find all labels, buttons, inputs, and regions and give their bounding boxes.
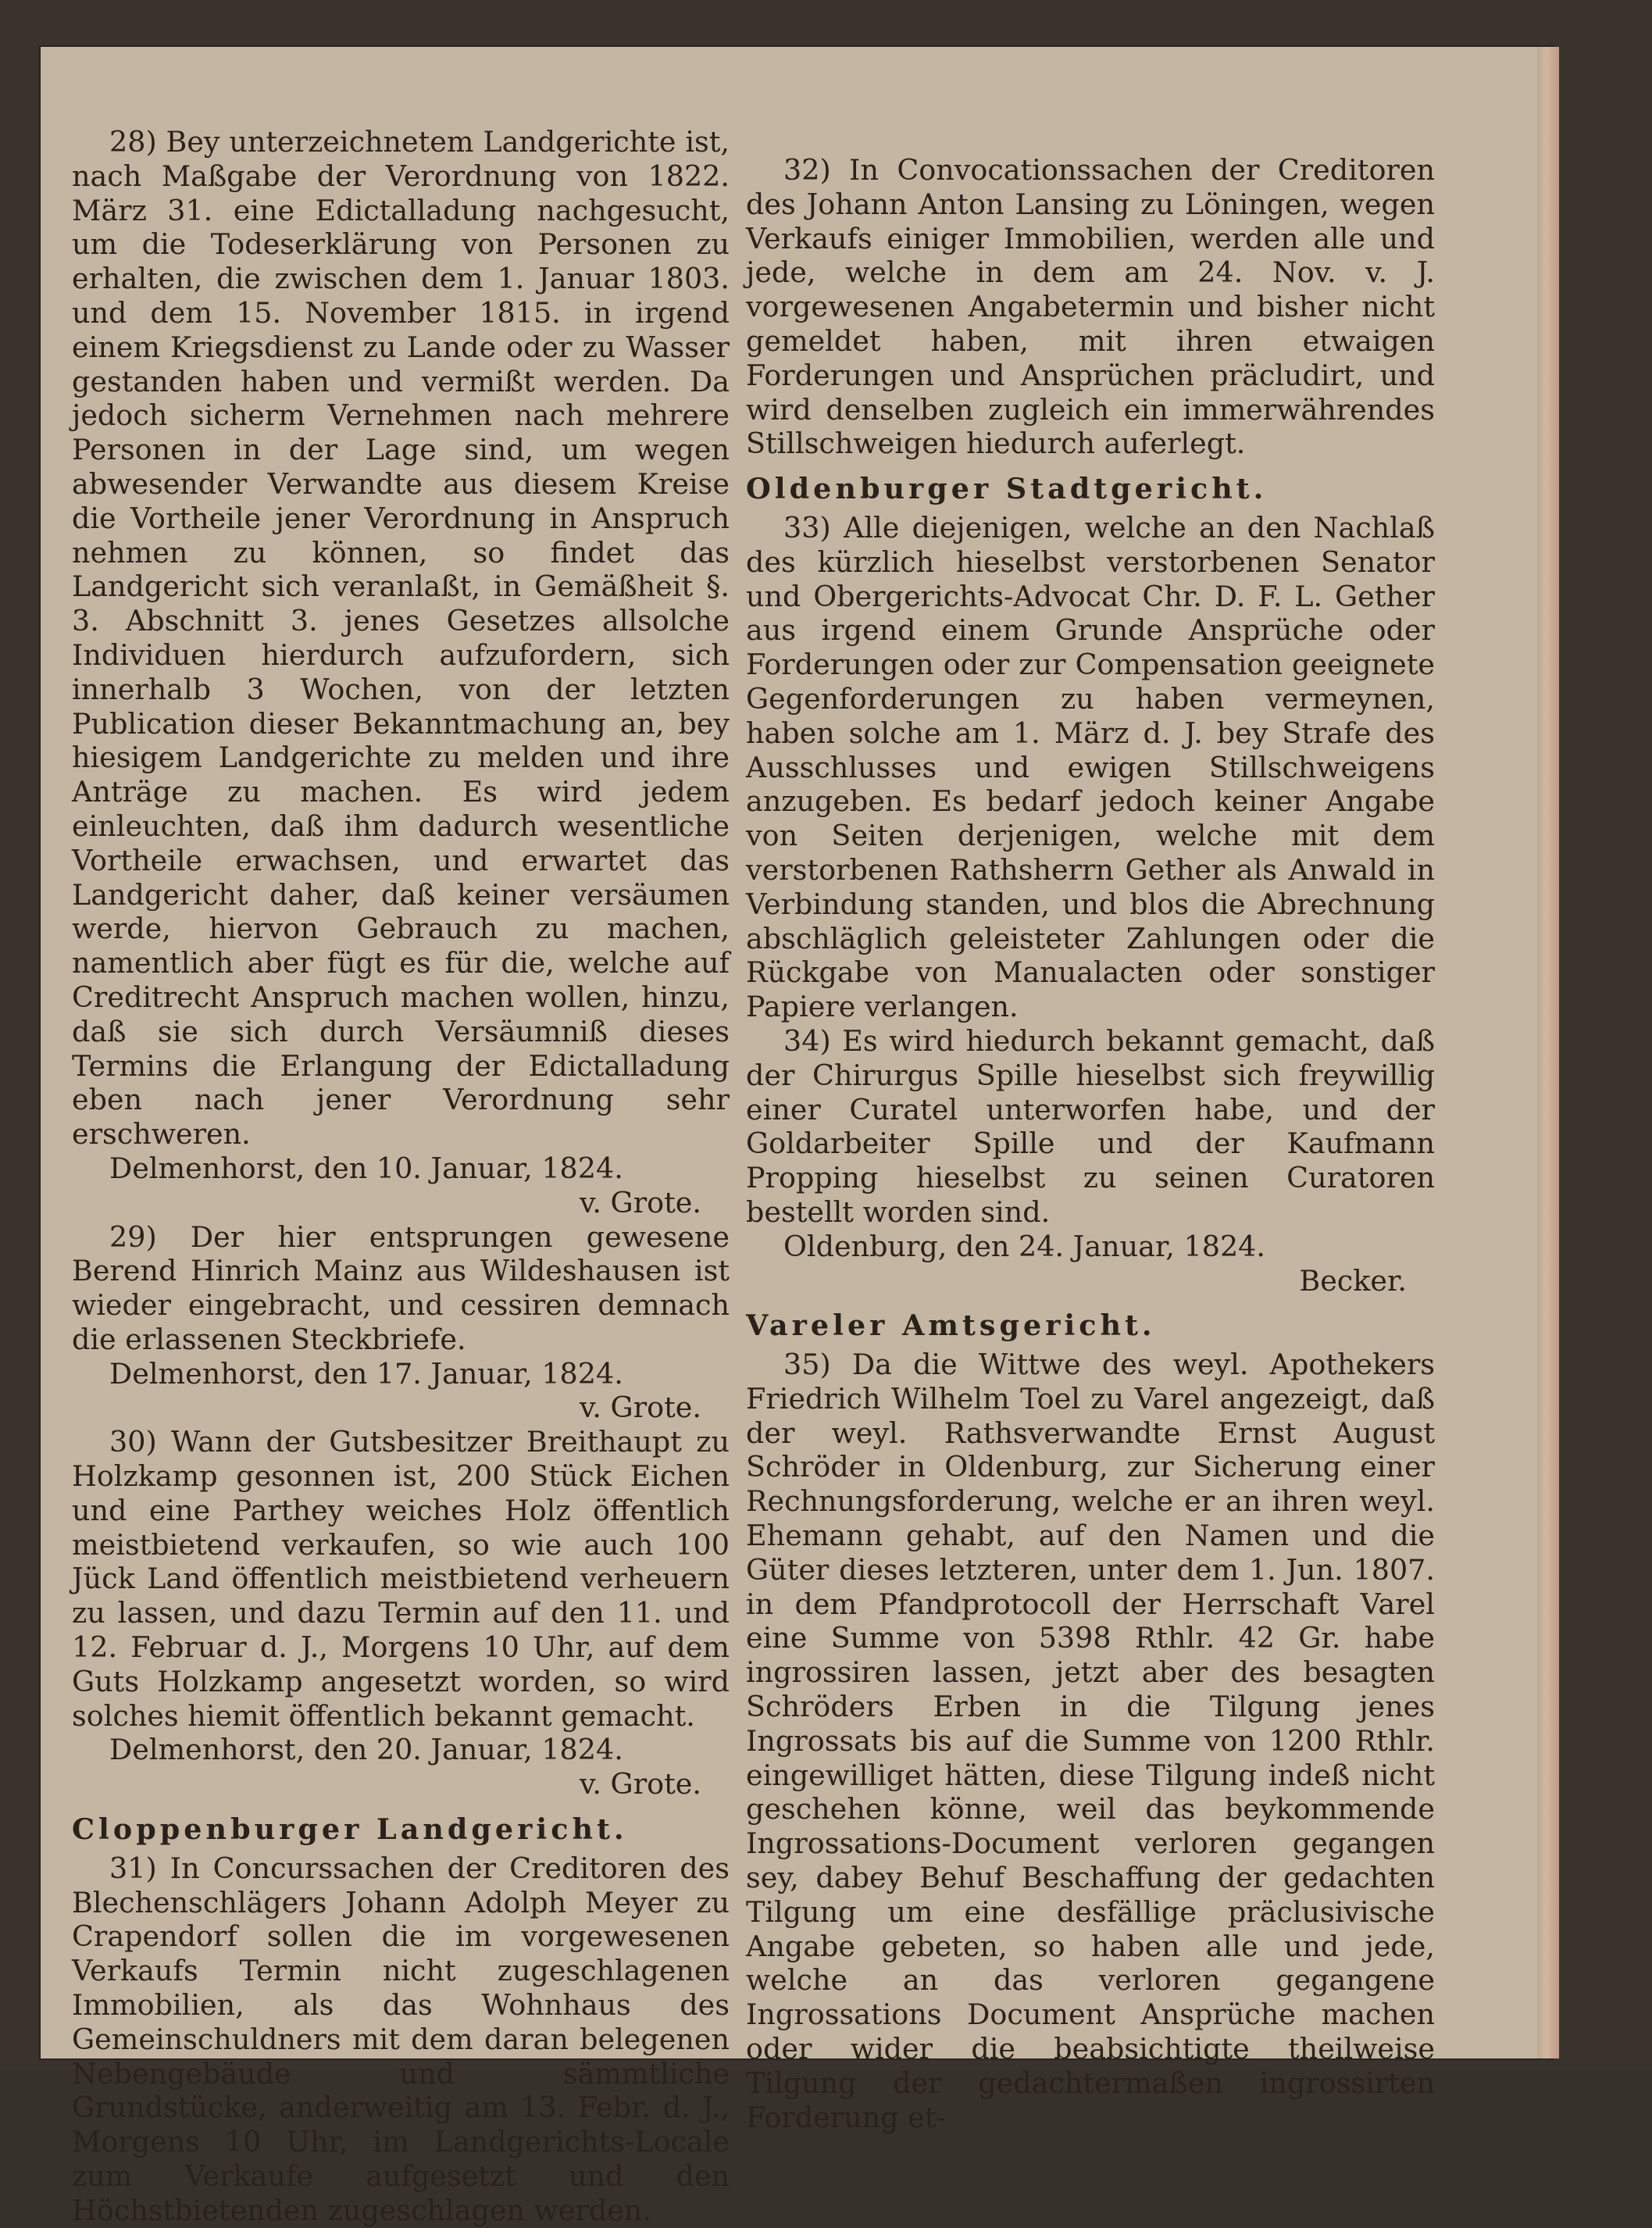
notice-31: 31) In Concurssachen der Creditoren des Blechenschlägers Johann Adolph Meyer zu Crapendorf sollen die im vorgewesenen Verkaufs Termin nicht zugeschlagenen Immobilien, als das Wohnhaus des Gemeinschuldners mit dem daran belegenen Nebengebäude und sämmtliche Grundstücke, anderweitig am 13. Febr. d. J., Morgens 10 Uhr, im Landgerichts-Locale zum Verkaufe aufgesetzt und den Höchstbietenden zugeschlagen werden. [72,1851,730,2227]
notice-35: 35) Da die Wittwe des weyl. Apothekers Friedrich Wilhelm Toel zu Varel angezeigt, daß der weyl. Rathsverwandte Ernst August Schröder in Oldenburg, zur Sicherung einer Rechnungsforderung, welche er an ihren weyl. Ehemann gehabt, auf den Namen und die Güter dieses letzteren, unter dem 1. Jun. 1807. in dem Pfandprotocoll der Herrschaft Varel eine Summe von 5398 Rthlr. 42 Gr. habe ingrossiren lassen, jetzt aber des besagten Schröders Erben in die Tilgung jenes Ingrossats bis auf die Summe von 1200 Rthlr. eingewilliget hätten, diese Tilgung indeß nicht geschehen könne, weil das beykommende Ingrossations-Document verloren gegangen sey, dabey Behuf Beschaffung der gedachten Tilgung um eine desfällige präclusivische Angabe gebeten, so haben alle und jede, welche an das verloren gegangene Ingrossations Document Ansprüche machen oder wider die beabsichtigte theilweise Tilgung der gedachtermaßen ingrossirten Forderung et- [746,1348,1435,2134]
notice-29: 29) Der hier entsprungen gewesene Berend Hinrich Mainz aus Wildeshausen ist wieder eingebracht, und cessiren demnach die erlassenen Steckbriefe. [72,1219,730,1356]
notice-28-dateline: Delmenhorst, den 10. Januar, 1824. [109,1151,623,1185]
section-heading-varel: Vareler Amtsgericht. [746,1309,1156,1343]
notice-30-dateline: Delmenhorst, den 20. Januar, 1824. [109,1733,623,1767]
notice-30-signature: v. Grote. [580,1767,701,1801]
right-column [746,153,1435,2134]
left-column [72,125,730,2228]
notice-32: 32) In Convocationssachen der Creditoren des Johann Anton Lansing zu Löningen, wegen Verkaufs einiger Immobilien, werden alle und jede, welche in dem am 24. Nov. v. J. vorgewesenen Angabetermin und bisher nicht gemeldet haben, mit ihren etwaigen Forderungen und Ansprüchen präcludirt, und wird denselben zugleich ein immerwährendes Stillschweigen hiedurch auferlegt. [746,153,1435,461]
page-edge [1537,47,1559,2058]
notice-34: 34) Es wird hiedurch bekannt gemacht, daß der Chirurgus Spille hieselbst sich freywillig einer Curatel unterworfen habe, und der Goldarbeiter Spille und der Kaufmann Propping hieselbst zu seinen Curatoren bestellt worden sind. [746,1023,1435,1229]
section-heading-oldenburg: Oldenburger Stadtgericht. [746,472,1268,506]
notice-34-dateline: Oldenburg, den 24. Januar, 1824. [783,1229,1265,1263]
notice-29-dateline: Delmenhorst, den 17. Januar, 1824. [109,1356,623,1391]
notice-33: 33) Alle diejenigen, welche an den Nachlaß des kürzlich hieselbst verstorbenen Senator und Obergerichts-Advocat Chr. D. F. L. Gether aus irgend einem Grunde Ansprüche oder Forderungen oder zur Compensation geeignete Gegenforderungen zu haben vermeynen, haben solche am 1. März d. J. bey Strafe des Ausschlusses und ewigen Stillschweigens anzugeben. Es bedarf jedoch keiner Angabe von Seiten derjenigen, welche mit dem verstorbenen Rathsherrn Gether als Anwald in Verbindung standen, und blos die Abrechnung abschläglich geleisteter Zahlungen oder die Rückgabe von Manualacten oder sonstiger Papiere verlangen. [746,510,1435,1024]
notice-30: 30) Wann der Gutsbesitzer Breithaupt zu Holzkamp gesonnen ist, 200 Stück Eichen und eine Parthey weiches Holz öffentlich meistbietend verkaufen, so wie auch 100 Jück Land öffentlich meistbietend verheuern zu lassen, und dazu Termin auf den 11. und 12. Februar d. J., Morgens 10 Uhr, auf dem Guts Holzkamp angesetzt worden, so wird solches hiemit öffentlich bekannt gemacht. [72,1425,730,1733]
notice-29-signature: v. Grote. [580,1391,701,1425]
notice-28: 28) Bey unterzeichnetem Landgerichte ist, nach Maßgabe der Verordnung von 1822. März 31. eine Edictalladung nachgesucht, um die Todeserklärung von Personen zu erhalten, die zwischen dem 1. Januar 1803. und dem 15. November 1815. in irgend einem Kriegsdienst zu Lande oder zu Wasser gestanden haben und vermißt werden. Da jedoch sicherm Vernehmen nach mehrere Personen in der Lage sind, um wegen abwesender Verwandte aus diesem Kreise die Vortheile jener Verordnung in Anspruch nehmen zu können, so findet das Landgericht sich veranlaßt, in Gemäßheit §. 3. Abschnitt 3. jenes Gesetzes allsolche Individuen hierdurch aufzufordern, sich innerhalb 3 Wochen, von der letzten Publication dieser Bekanntmachung an, bey hiesigem Landgerichte zu melden und ihre Anträge zu machen. Es wird jedem einleuchten, daß ihm dadurch wesentliche Vortheile erwachsen, und erwartet das Landgericht daher, daß keiner versäumen werde, hiervon Gebrauch zu machen, namentlich aber fügt es für die, welche auf Creditrecht Anspruch machen wollen, hinzu, daß sie sich durch Versäumniß dieses Termins die Erlangung der Edictalladung eben nach jener Verordnung sehr erschweren. [72,125,730,1151]
section-heading-cloppenburg: Cloppenburger Landgericht. [72,1812,628,1847]
notice-28-signature: v. Grote. [580,1185,701,1219]
notice-34-signature: Becker. [1299,1263,1407,1298]
